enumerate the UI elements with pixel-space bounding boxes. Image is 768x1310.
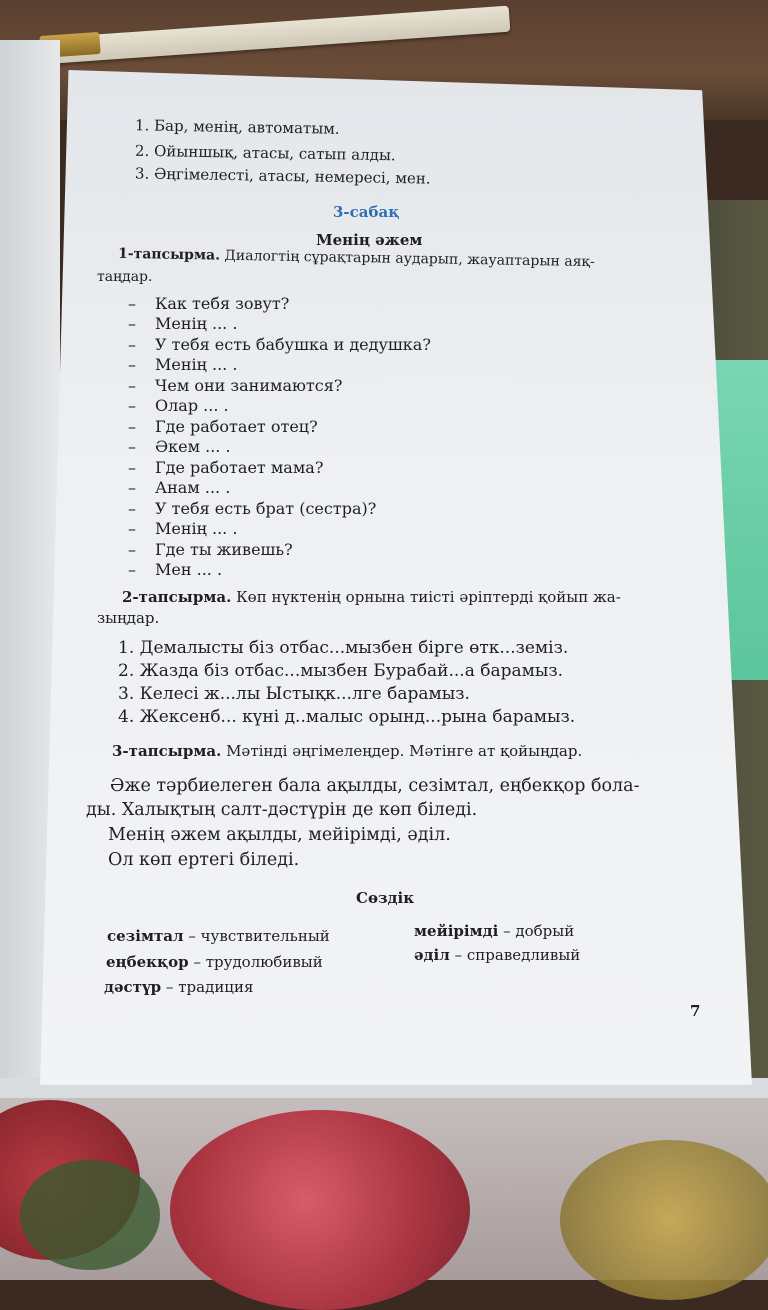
glossary-entry (414, 922, 574, 940)
glossary-sep: – (498, 922, 516, 940)
glossary-entry (107, 927, 330, 945)
page-number: 7 (690, 1002, 701, 1020)
glossary-sep: – (449, 946, 467, 964)
task2-text-cont: зыңдар. (97, 609, 160, 627)
glossary-term: еңбекқор (106, 953, 189, 971)
task1-text-cont: таңдар. (97, 269, 153, 285)
intro-item: 1. Бар, менің, автоматым. (134, 116, 340, 138)
glossary-sep: – (161, 978, 179, 996)
passage-line: Менің әжем ақылды, мейірімді, әділ. (108, 825, 451, 845)
dialog-dash: – (128, 560, 136, 579)
task2-item: 3. Келесі ж...лы Ыстықк...лге барамыз. (118, 684, 470, 704)
dialog-dash: – (128, 519, 136, 538)
dialog-dash: – (128, 294, 136, 313)
task3-text: Мәтінді әңгімелеңдер. Мәтінге ат қойыңдар. (226, 742, 583, 760)
dialog-line: Менің ... . (155, 314, 238, 333)
glossary-term: әділ (414, 946, 450, 964)
glossary-term: сезімтал (107, 927, 184, 945)
task2-item: 1. Демалысты біз отбас...мызбен бірге өтк...земіз. (118, 638, 569, 658)
glossary-entry (104, 978, 253, 996)
dialog-line: Где работает отец? (155, 417, 318, 436)
lesson-number: 3-сабақ (333, 203, 400, 221)
dialog-dash: – (128, 478, 136, 497)
rose-decoration (170, 1110, 470, 1310)
glossary-sep: – (183, 927, 201, 945)
glossary-meaning: трудолюбивый (205, 953, 323, 971)
dialog-line: Чем они занимаются? (155, 376, 343, 395)
dialog-line: Олар ... . (155, 396, 229, 415)
glossary-term: дәстүр (104, 978, 162, 996)
glossary-meaning: добрый (515, 922, 575, 940)
dialog-dash: – (128, 314, 136, 333)
intro-item: 3. Әңгімелесті, атасы, немересі, мен. (134, 164, 431, 188)
dialog-dash: – (128, 499, 136, 518)
task3-label: 3-тапсырма. (112, 742, 222, 760)
dialog-dash: – (128, 376, 136, 395)
task1-text: Диалогтің сұрақтарын аударып, жауаптарын аяқ- (224, 247, 595, 271)
glossary-term: мейірімді (414, 922, 499, 940)
dialog-dash: – (128, 458, 136, 477)
lesson-title: Менің әжем (316, 231, 423, 249)
dialog-dash: – (128, 335, 136, 354)
dialog-dash: – (128, 396, 136, 415)
glossary-entry (414, 946, 580, 964)
glossary-meaning: справедливый (466, 946, 581, 964)
dialog-line: Как тебя зовут? (155, 294, 290, 313)
dialog-line: Где ты живешь? (155, 540, 293, 559)
dialog-dash: – (128, 540, 136, 559)
passage-line: ды. Халықтың салт-дәстүрін де көп біледі. (86, 800, 478, 820)
glossary-entry (106, 953, 323, 971)
task2-text: Көп нүктенің орнына тиісті әріптерді қойып жа- (236, 588, 621, 606)
glossary-sep: – (188, 953, 206, 971)
glossary-title: Сөздік (356, 889, 415, 907)
glossary-meaning: чувствительный (200, 927, 330, 945)
leaf-decoration (20, 1160, 160, 1270)
task2-label: 2-тапсырма. (122, 588, 232, 606)
dialog-dash: – (128, 437, 136, 456)
flower-decoration (560, 1140, 768, 1300)
dialog-line: У тебя есть брат (сестра)? (155, 499, 377, 518)
task2-instruction (122, 588, 621, 606)
dialog-line: Анам ... . (155, 478, 231, 497)
passage-line: Әже тәрбиелеген бала ақылды, сезімтал, еңбекқор бола- (110, 776, 640, 796)
task2-item: 2. Жазда біз отбас...мызбен Бурабай...а барамыз. (118, 661, 564, 681)
task3-instruction (112, 742, 582, 760)
dialog-line: Менің ... . (155, 355, 238, 374)
passage-line: Ол көп ертегі біледі. (108, 850, 300, 870)
dialog-line: Где работает мама? (155, 458, 324, 477)
glossary-meaning: традиция (178, 978, 254, 996)
dialog-dash: – (128, 417, 136, 436)
intro-item: 2. Ойыншық, атасы, сатып алды. (134, 141, 396, 165)
dialog-line: У тебя есть бабушка и дедушка? (155, 335, 431, 354)
dialog-dash: – (128, 355, 136, 374)
dialog-line: Әкем ... . (155, 437, 231, 456)
task2-item: 4. Жексенб... күні д..малыс орынд...рына барамыз. (118, 707, 576, 727)
task1-label: 1-тапсырма. (117, 245, 221, 264)
dialog-line: Мен ... . (155, 560, 223, 579)
dialog-line: Менің ... . (155, 519, 238, 538)
